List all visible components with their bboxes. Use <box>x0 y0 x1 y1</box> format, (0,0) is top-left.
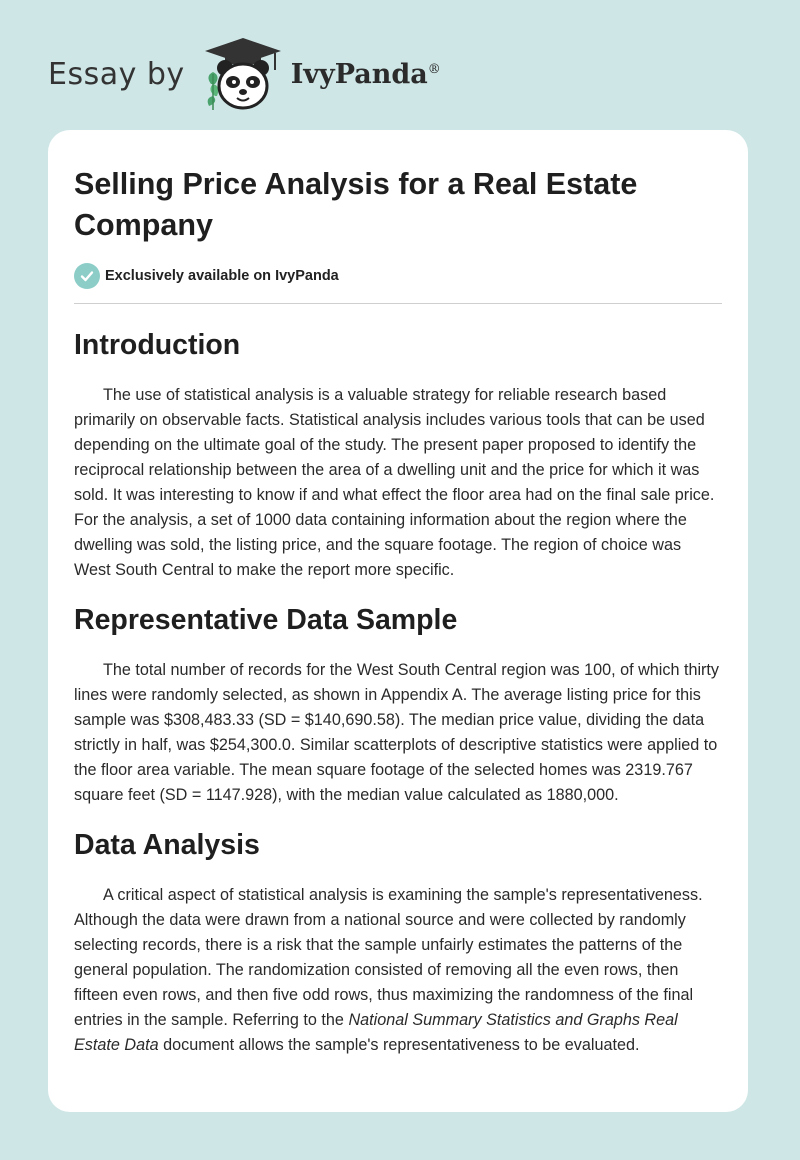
section-paragraph-introduction: The use of statistical analysis is a valuable strategy for reliable research based primarily on observable facts. Statistical analysis includes various tools that can be used depending on the ultimate goal of the study. The present paper proposed to identify the reciprocal relationship between the area of a dwelling unit and the price for which it was sold. It was interesting to know if and what effect the floor area had on the final sale price. For the analysis, a set of 1000 data containing information about the region where the dwelling was sold, the listing price, and the square footage. The region of choice was West South Central to make the report more specific. <box>74 386 715 579</box>
section-heading-data-analysis: Data Analysis <box>74 829 260 861</box>
site-header <box>48 34 441 114</box>
paragraph-text: A critical aspect of statistical analysis is examining the sample's representativeness. Although the data were drawn from a national source and were collected by randomly selecting records, there is a risk that the sample unfairly estimates the patterns of the general population. The randomization consisted of removing all the even rows, then fifteen even rows, and then five odd rows, thus maximizing the randomness of the final entries in the sample. Referring to the <box>74 886 703 1029</box>
checkmark-icon <box>74 263 100 289</box>
article-title: Selling Price Analysis for a Real Estate Company <box>74 167 638 242</box>
section-heading-data-sample: Representative Data Sample <box>74 604 458 636</box>
section-heading-introduction: Introduction <box>74 329 241 361</box>
brand-name[interactable]: IvyPanda® <box>290 58 441 90</box>
essay-by-label: Essay by <box>48 56 185 92</box>
registered-mark: ® <box>427 61 441 77</box>
paragraph-text: document allows the sample's representativeness to be evaluated. <box>158 1036 640 1054</box>
section-paragraph-data-sample: The total number of records for the West South Central region was 100, of which thirty lines were randomly selected, as shown in Appendix A. The average listing price for this sample was $308,483.33 (SD = $140,690.58). The median price value, dividing the data strictly in half, was $254,300.0. Similar scatterplots of descriptive statistics were applied to the floor area variable. The mean square footage of the selected homes was 2319.767 square feet (SD = 1147.928), with the median value calculated as 1880,000. <box>74 661 720 804</box>
divider <box>74 303 722 304</box>
section-paragraph-data-analysis <box>74 883 722 1058</box>
exclusive-badge <box>74 262 722 290</box>
panda-logo-icon[interactable] <box>201 34 285 114</box>
exclusive-badge-label: Exclusively available on IvyPanda <box>105 268 339 284</box>
document-title-reference: National Summary Statistics and Graphs Real Estate Data <box>74 1011 678 1054</box>
article-card <box>48 130 748 1112</box>
